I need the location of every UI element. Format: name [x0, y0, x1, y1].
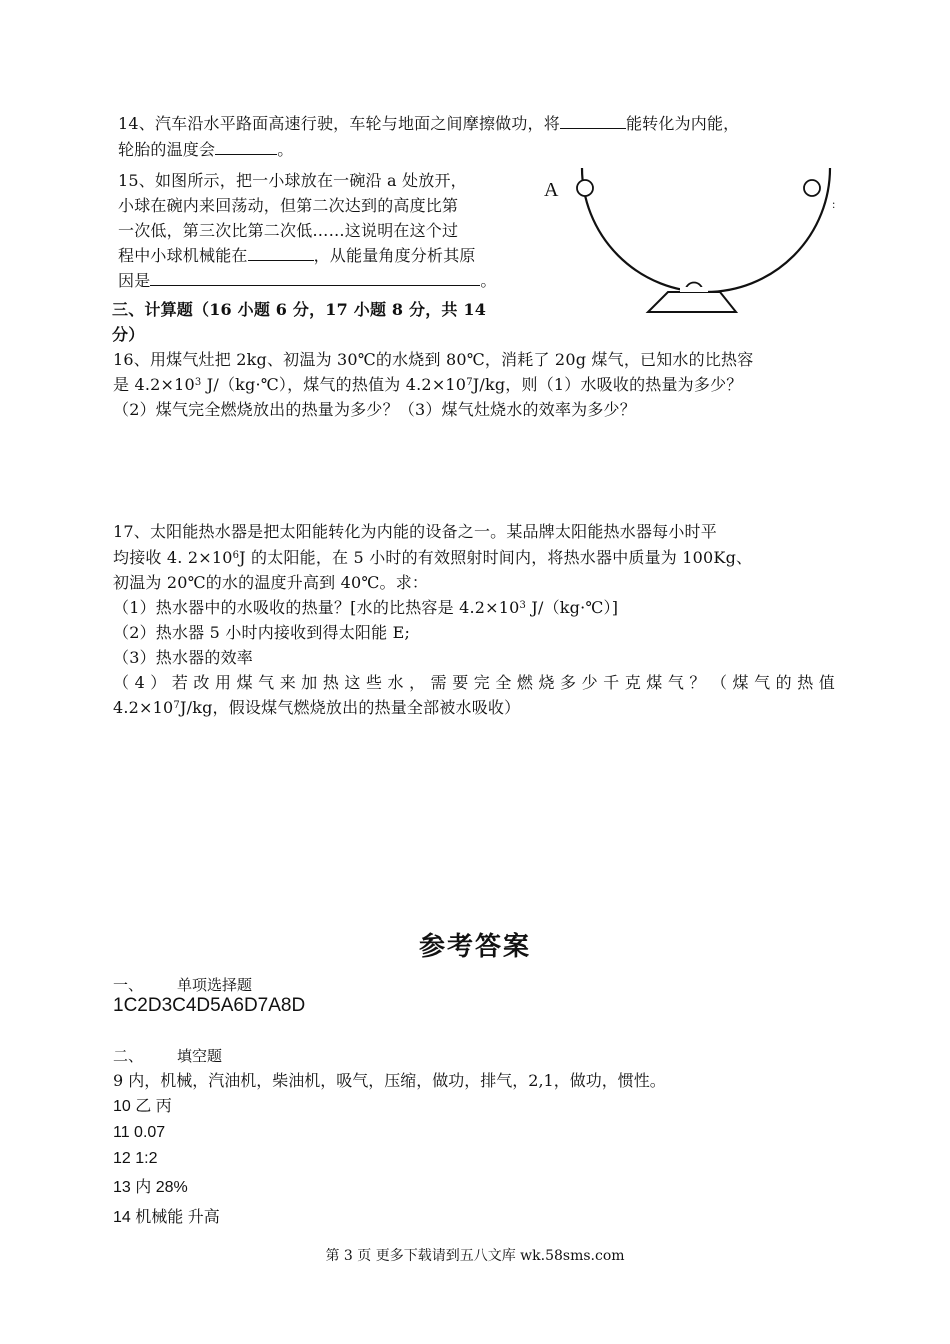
q15-line2: 小球在碗内来回荡动，但第二次达到的高度比第 [118, 196, 459, 215]
answers-sec2 [113, 1045, 222, 1066]
q14-text2: 轮胎的温度会 [118, 140, 216, 159]
q15-text4: 程中小球机械能在 [118, 246, 248, 265]
q16-text2b: J/（kg·℃），煤气的热值为 4.2×10 [201, 375, 467, 394]
bowl-figure [540, 160, 840, 320]
q16-text2c: J/kg，则（1）水吸收的热量为多少？ [472, 375, 743, 394]
ball-position-a [577, 180, 593, 196]
section3-heading-cont: 分） [112, 325, 145, 344]
q16-line3: （2）煤气完全燃烧放出的热量为多少？（3）煤气灶烧水的效率为多少？ [113, 400, 636, 419]
sec2-label: 填空题 [177, 1047, 223, 1065]
answer-13: 13 内 28% [113, 1179, 188, 1196]
q14-line2 [118, 137, 293, 162]
q17-text8a: 4.2×10 [113, 698, 174, 717]
q17-sup1: 6 [232, 550, 240, 561]
q16-line1: 16、用煤气灶把 2kg、初温为 30℃的水烧到 80℃，消耗了 20g 煤气，已知水的比热容 [113, 350, 754, 369]
answers-title: 参考答案 [418, 932, 531, 962]
q17-text2a: 均接收 4. 2×10 [113, 548, 233, 567]
answer-10: 10 乙 丙 [113, 1098, 172, 1115]
label-right-mark: : [832, 197, 836, 211]
q15-text4-end: ，从能量角度分析其原 [313, 246, 476, 265]
q17-line7: （4）若改用煤气来加热这些水，需要完全燃烧多少千克煤气？（煤气的热值 [113, 673, 835, 692]
q15-period: 。 [480, 271, 497, 290]
q14-text-end: 能转化为内能， [625, 114, 740, 133]
q17-text8b: J/kg，假设煤气燃烧放出的热量全部被水吸收） [179, 698, 521, 717]
page-footer: 第 3 页 更多下载请到五八文库 wk.58sms.com [325, 1248, 625, 1264]
q17-sup2: 3 [519, 600, 527, 611]
q17-line5: （2）热水器 5 小时内接收到得太阳能 E; [113, 623, 411, 642]
q16-text2a: 是 4.2×10 [113, 375, 195, 394]
q15-line4 [118, 243, 476, 268]
q17-sup3: 7 [173, 700, 180, 711]
bowl-arc [582, 168, 830, 292]
q16-line2 [113, 372, 742, 397]
q15-line5 [118, 268, 497, 293]
q17-text4a: （1）热水器中的水吸收的热量？[水的比热容是 4.2×10 [113, 598, 520, 617]
answers-sec1 [113, 974, 252, 995]
q17-text4b: J/（kg·℃）] [526, 598, 619, 617]
q15-line3: 一次低，第三次比第二次低……这说明在这个过 [118, 221, 459, 240]
q17-line3: 初温为 20℃的水的温度升高到 40℃。求： [113, 573, 429, 592]
sec1-number: 一、 [113, 976, 144, 994]
q16-sup2: 7 [466, 377, 473, 388]
q14-period: 。 [277, 140, 294, 159]
q15-blank-2[interactable] [150, 268, 480, 286]
q15-blank-1[interactable] [248, 243, 314, 261]
answer-11: 11 0.07 [113, 1124, 166, 1141]
q17-line4 [113, 595, 618, 620]
sec1-answers: 1C2D3C4D5A6D7A8D [113, 995, 306, 1016]
section3-heading: 三、计算题（16 小题 6 分，17 小题 8 分，共 14 [112, 300, 487, 319]
q14-text: 14、汽车沿水平路面高速行驶，车轮与地面之间摩擦做功，将 [118, 114, 560, 133]
answer-12: 12 1:2 [113, 1150, 158, 1167]
sec2-number: 二、 [113, 1047, 144, 1065]
q17-line8 [113, 695, 520, 720]
bowl-stand [648, 292, 736, 312]
q17-text2b: J 的太阳能，在 5 小时的有效照射时间内，将热水器中质量为 100Kg、 [239, 548, 753, 567]
ball-position-right [804, 180, 820, 196]
q15-text5: 因是 [118, 271, 151, 290]
q16-sup1: 3 [194, 377, 202, 388]
q14-blank-1[interactable] [560, 111, 626, 129]
q14-line1 [118, 111, 739, 136]
q17-line2 [113, 545, 752, 570]
q17-line1: 17、太阳能热水器是把太阳能转化为内能的设备之一。某品牌太阳能热水器每小时平 [113, 522, 717, 541]
q17-line6: （3）热水器的效率 [113, 648, 253, 667]
answer-14: 14 机械能 升高 [113, 1209, 220, 1226]
sec1-label: 单项选择题 [177, 976, 253, 994]
q15-line1: 15、如图所示，把一小球放在一碗沿 a 处放开， [118, 171, 467, 190]
q14-blank-2[interactable] [215, 137, 277, 155]
label-a: A [544, 179, 559, 201]
answer-9: 9 内，机械，汽油机，柴油机，吸气，压缩，做功，排气，2,1，做功，惯性。 [113, 1071, 666, 1090]
